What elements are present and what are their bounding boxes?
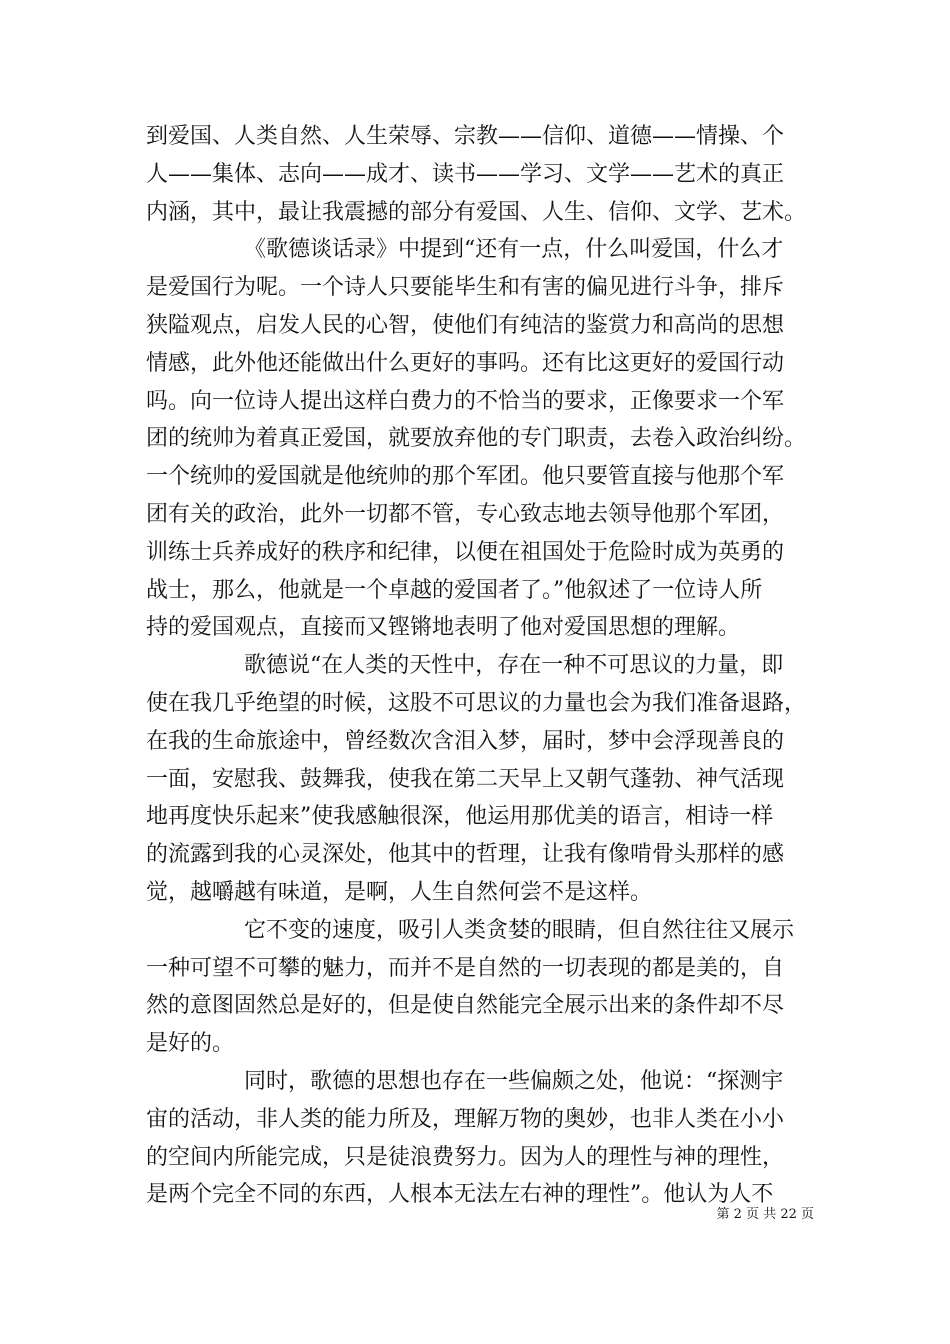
text-line: 战士，那么，他就是一个卓越的爱国者了。”他叙述了一位诗人所 <box>146 577 763 603</box>
text-line: 然的意图固然总是好的，但是使自然能完全展示出来的条件却不尽 <box>146 993 785 1019</box>
text-line: 是好的。 <box>146 1031 235 1057</box>
text-line: 的流露到我的心灵深处，他其中的哲理，让我有像啃骨头那样的感 <box>146 842 785 868</box>
text-line: 到爱国、人类自然、人生荣辱、宗教——信仰、道德——情操、个 <box>146 124 785 149</box>
text-line: 使在我几乎绝望的时候，这股不可思议的力量也会为我们准备退路， <box>146 690 807 716</box>
text-line: 人——集体、志向——成才、读书——学习、文学——艺术的真正 <box>146 161 785 187</box>
text-line: 持的爱国观点，直接而又铿锵地表明了他对爱国思想的理解。 <box>146 615 741 641</box>
text-line: 《歌德谈话录》中提到“还有一点，什么叫爱国，什么才 <box>244 237 784 263</box>
text-line: 歌德说“在人类的天性中，存在一种不可思议的力量，即 <box>244 653 784 679</box>
text-line: 情感，此外他还能做出什么更好的事吗。还有比这更好的爱国行动 <box>146 350 785 376</box>
text-line: 它不变的速度，吸引人类贪婪的眼睛，但自然往往又展示 <box>244 917 795 943</box>
text-line: 的空间内所能完成，只是徒浪费努力。因为人的理性与神的理性， <box>146 1144 785 1170</box>
text-line: 狭隘观点，启发人民的心智，使他们有纯洁的鉴赏力和高尚的思想 <box>146 312 785 338</box>
text-line: 同时，歌德的思想也存在一些偏颇之处，他说：“探测宇 <box>244 1068 784 1094</box>
text-line: 一个统帅的爱国就是他统帅的那个军团。他只要管直接与他那个军 <box>146 464 785 490</box>
text-line: 地再度快乐起来”使我感触很深，他运用那优美的语言，相诗一样 <box>146 804 774 830</box>
text-line: 一种可望不可攀的魅力，而并不是自然的一切表现的都是美的，自 <box>146 955 785 981</box>
text-line: 觉，越嚼越有味道，是啊，人生自然何尝不是这样。 <box>146 879 653 905</box>
text-line: 团有关的政治，此外一切都不管，专心致志地去领导他那个军团， <box>146 501 785 527</box>
text-line: 内涵，其中，最让我震撼的部分有爱国、人生、信仰、文学、艺术。 <box>146 199 807 225</box>
text-line: 在我的生命旅途中，曾经数次含泪入梦，届时，梦中会浮现善良的 <box>146 728 785 754</box>
page-number: 第 2 页 共 22 页 <box>716 1207 814 1222</box>
text-line: 宙的活动，非人类的能力所及，理解万物的奥妙，也非人类在小小 <box>146 1106 785 1132</box>
text-line: 团的统帅为着真正爱国，就要放弃他的专门职责，去卷入政治纠纷。 <box>146 426 807 452</box>
text-line: 吗。向一位诗人提出这样白费力的不恰当的要求，正像要求一个军 <box>146 388 785 414</box>
text-line: 是爱国行为呢。一个诗人只要能毕生和有害的偏见进行斗争，排斥 <box>146 275 785 301</box>
body-text <box>146 118 814 1214</box>
text-line: 训练士兵养成好的秩序和纪律，以便在祖国处于危险时成为英勇的 <box>146 539 785 565</box>
text-line: 一面，安慰我、鼓舞我，使我在第二天早上又朝气蓬勃、神气活现 <box>146 766 785 792</box>
text-line: 是两个完全不同的东西，人根本无法左右神的理性”。他认为人不 <box>146 1182 774 1208</box>
